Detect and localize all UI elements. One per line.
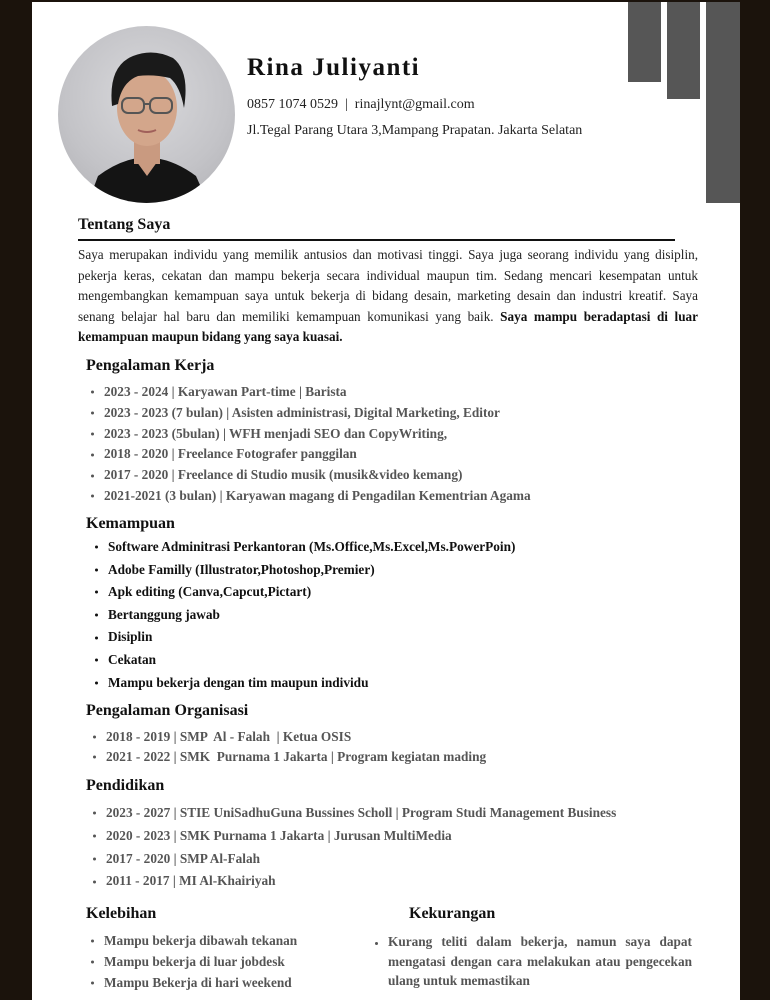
list-item: 2021-2021 (3 bulan) | Karyawan magang di Pengadilan Kementrian Agama — [88, 486, 531, 507]
list-item: 2023 - 2023 (5bulan) | WFH menjadi SEO dan CopyWriting, — [88, 424, 531, 445]
address: Jl.Tegal Parang Utara 3,Mampang Prapatan. Jakarta Selatan — [247, 123, 583, 138]
candidate-name: Rina Juliyanti — [247, 54, 421, 81]
list-item: Disiplin — [92, 626, 515, 649]
section-title-experience: Pengalaman Kerja — [86, 357, 215, 374]
list-item: 2020 - 2023 | SMK Purnama 1 Jakarta | Jurusan MultiMedia — [90, 825, 616, 848]
list-item: 2023 - 2023 (7 bulan) | Asisten administrasi, Digital Marketing, Editor — [88, 403, 531, 424]
list-item: Mampu Bekerja di hari weekend — [88, 972, 297, 993]
profile-photo — [58, 26, 235, 203]
section-title-organization: Pengalaman Organisasi — [86, 702, 249, 719]
strengths-list — [88, 930, 297, 993]
about-paragraph — [78, 245, 698, 348]
contact-info: 0857 1074 0529 | rinajlynt@gmail.com — [247, 97, 475, 112]
list-item: 2021 - 2022 | SMK Purnama 1 Jakarta | Program kegiatan mading — [90, 747, 486, 767]
list-item: 2023 - 2027 | STIE UniSadhuGuna Bussines Scholl | Program Studi Management Business — [90, 802, 616, 825]
decorative-bar — [706, 2, 740, 203]
section-title-weaknesses: Kekurangan — [409, 905, 496, 922]
list-item: 2017 - 2020 | Freelance di Studio musik (musik&video kemang) — [88, 465, 531, 486]
section-title-strengths: Kelebihan — [86, 905, 157, 922]
organization-list — [90, 727, 486, 767]
list-item: Mampu bekerja di luar jobdesk — [88, 951, 297, 972]
section-divider — [78, 239, 675, 241]
list-item: Apk editing (Canva,Capcut,Pictart) — [92, 581, 515, 604]
experience-list — [88, 382, 531, 507]
list-item: Adobe Familly (Illustrator,Photoshop,Premier) — [92, 559, 515, 582]
person-portrait-icon — [58, 26, 235, 203]
skills-list — [92, 536, 515, 694]
list-item: Software Adminitrasi Perkantoran (Ms.Office,Ms.Excel,Ms.PowerPoin) — [92, 536, 515, 559]
list-item: 2018 - 2020 | Freelance Fotografer panggilan — [88, 444, 531, 465]
about-text: Saya merupakan individu yang memilik antusios dan motivasi tinggi. Saya juga seorang individu yang disiplin, pekerja keras, cekatan dan mampu bekerja secara individual maupun tim. Sedang mencari kesempatan untuk mengembangkan kemampuan saya untuk bekerja di bidang desain, marketing desain dan industri kreatif. Saya senang belajar hal baru dan memiliki kemampuan komunikasi yang baik. — [78, 247, 698, 324]
list-item: 2023 - 2024 | Karyawan Part-time | Barista — [88, 382, 531, 403]
education-list — [90, 802, 616, 893]
list-item: Mampu bekerja dibawah tekanan — [88, 930, 297, 951]
resume-page — [32, 2, 740, 1000]
list-item: Mampu bekerja dengan tim maupun individu — [92, 672, 515, 695]
weaknesses-list — [372, 932, 692, 991]
list-item: Bertanggung jawab — [92, 604, 515, 627]
about-text-bold: Saya mampu beradaptasi di luar kemampuan maupun bidang yang saya kuasai. — [78, 308, 698, 344]
list-item: 2011 - 2017 | MI Al-Khairiyah — [90, 870, 616, 893]
section-title-about: Tentang Saya — [78, 216, 171, 233]
decorative-bar — [667, 2, 700, 99]
list-item: 2018 - 2019 | SMP Al - Falah | Ketua OSIS — [90, 727, 486, 747]
list-item: Kurang teliti dalam bekerja, namun saya dapat mengatasi dengan cara melakukan atau pengecekan ulang untuk memastikan — [372, 932, 692, 991]
section-title-education: Pendidikan — [86, 777, 165, 794]
list-item: 2017 - 2020 | SMP Al-Falah — [90, 848, 616, 871]
decorative-bar — [628, 2, 661, 82]
list-item: Cekatan — [92, 649, 515, 672]
section-title-skills: Kemampuan — [86, 515, 175, 532]
